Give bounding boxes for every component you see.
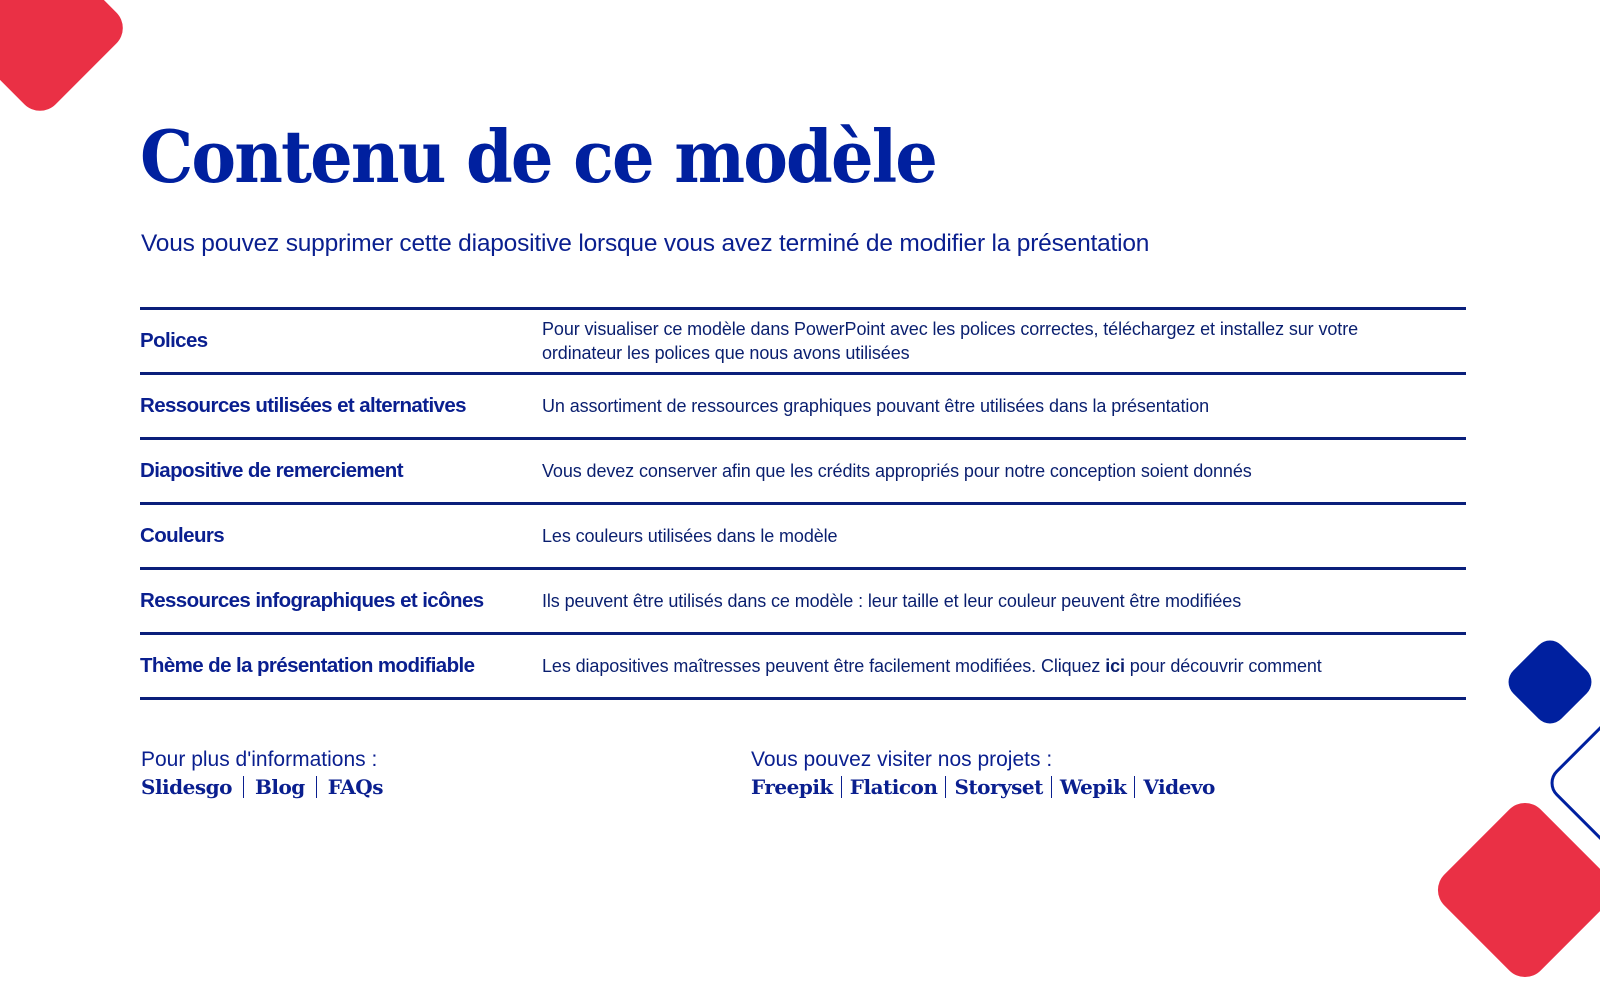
row-description: Vous devez conserver afin que les crédits appropriés pour notre conception soient donnés: [542, 461, 1252, 481]
separator: [1134, 776, 1135, 798]
row-label: Thème de la présentation modifiable: [140, 654, 475, 677]
red-diamond-decoration-top-left: [0, 0, 132, 120]
footer-links: [751, 773, 1215, 801]
separator: [243, 776, 244, 798]
page-subtitle: Vous pouvez supprimer cette diapositive lorsque vous avez terminé de modifier la présentation: [141, 230, 1150, 257]
here-link[interactable]: ici: [1105, 656, 1125, 676]
link-flaticon[interactable]: Flaticon: [849, 775, 938, 799]
description-text: pour découvrir comment: [1124, 656, 1322, 676]
link-faqs[interactable]: FAQs: [327, 775, 383, 799]
page-title: Contenu de ce modèle: [140, 114, 937, 199]
row-label: Couleurs: [140, 524, 225, 547]
link-storyset[interactable]: Storyset: [954, 775, 1043, 799]
footer-links: [141, 773, 383, 801]
footer-more-info: [141, 747, 383, 801]
separator: [316, 776, 317, 798]
red-diamond-decoration-bottom-right: [1429, 794, 1600, 986]
link-slidesgo[interactable]: Slidesgo: [141, 775, 232, 799]
footer-projects: [751, 747, 1215, 801]
table-row-colors: [140, 502, 1466, 567]
row-description: [542, 654, 1466, 678]
row-label: Polices: [140, 329, 208, 352]
footer-caption: Pour plus d'informations :: [141, 748, 378, 771]
link-freepik[interactable]: Freepik: [751, 775, 833, 799]
link-blog[interactable]: Blog: [254, 775, 305, 799]
row-label: Ressources infographiques et icônes: [140, 589, 484, 612]
separator: [945, 776, 946, 798]
table-row-editable-theme: [140, 632, 1466, 700]
row-label: Diapositive de remerciement: [140, 459, 403, 482]
separator: [841, 776, 842, 798]
blue-diamond-decoration: [1502, 634, 1598, 730]
row-description: Les couleurs utilisées dans le modèle: [542, 526, 838, 546]
separator: [1051, 776, 1052, 798]
content-table: [140, 307, 1466, 700]
row-label: Ressources utilisées et alternatives: [140, 394, 466, 417]
row-description: Un assortiment de ressources graphiques pouvant être utilisées dans la présentation: [542, 396, 1210, 416]
description-text: Les diapositives maîtresses peuvent être facilement modifiées. Cliquez: [542, 656, 1106, 676]
table-row-resources: [140, 372, 1466, 437]
row-description: Ils peuvent être utilisés dans ce modèle : leur taille et leur couleur peuvent être modifiées: [542, 591, 1242, 611]
footer-caption: Vous pouvez visiter nos projets :: [751, 748, 1053, 771]
table-row-infographics: [140, 567, 1466, 632]
table-row-thanks-slide: [140, 437, 1466, 502]
row-description: Pour visualiser ce modèle dans PowerPoint avec les polices correctes, téléchargez et installez sur votre ordinateur les polices que nous avons utilisées: [542, 319, 1358, 363]
table-row-fonts: [140, 307, 1466, 372]
link-videvo[interactable]: Videvo: [1143, 775, 1215, 799]
link-wepik[interactable]: Wepik: [1059, 775, 1127, 799]
